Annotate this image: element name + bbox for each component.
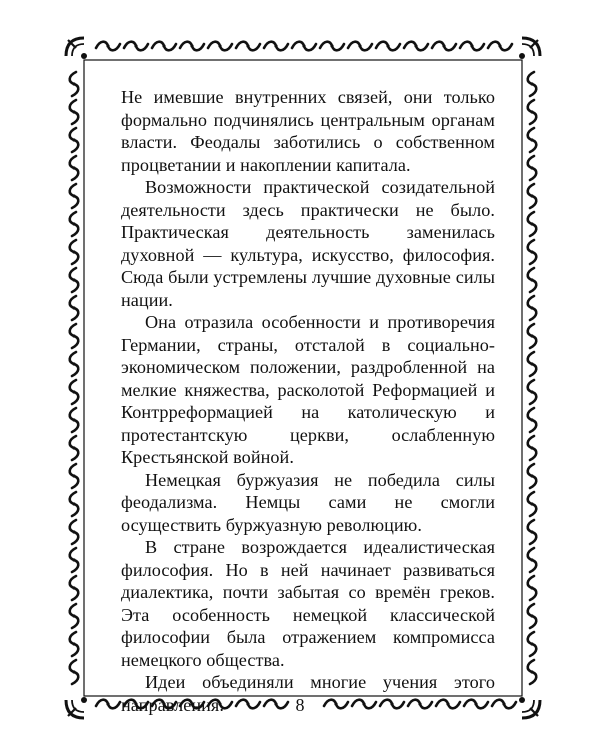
- paragraph-1: Не имевшие внутренних связей, они только формально подчинялись центральным органам власти. Феодалы заботились о собственном процветании и накоплении капитала.: [121, 87, 495, 175]
- right-border: [528, 72, 537, 684]
- paragraph-3: Она отразила особенности и противоречия Германии, страны, отсталой в социально-экономическом положении, раздробленной на мелкие княжества, расколотой Реформацией и Контрреформацией на католическую и протестантскую церкви, ослабленную Крестьянской войной.: [121, 312, 495, 467]
- body-text: [121, 86, 495, 716]
- paragraph-2: Возможности практической созидательной деятельности здесь практически не было. Практическая деятельность заменилась духовной — культура, искусство, философия. Сюда были устремлены лучшие духовные силы нации.: [121, 177, 495, 310]
- paragraph-4: Немецкая буржуазия не победила силы феодализма. Немцы сами не смогли осуществить буржуазную революцию.: [121, 469, 495, 535]
- paragraph-5: В стране возрождается идеалистическая философия. Но в ней начинает развиваться диалектика, почти забытая со времён греков. Эта особенность немецкой классической философии была отражением компромисса немецкого общества.: [121, 537, 495, 670]
- page-number: 8: [295, 695, 305, 715]
- top-border: [96, 42, 512, 51]
- paragraph-6: Идеи объединяли многие учения этого направления.: [121, 672, 495, 715]
- left-border: [70, 72, 79, 684]
